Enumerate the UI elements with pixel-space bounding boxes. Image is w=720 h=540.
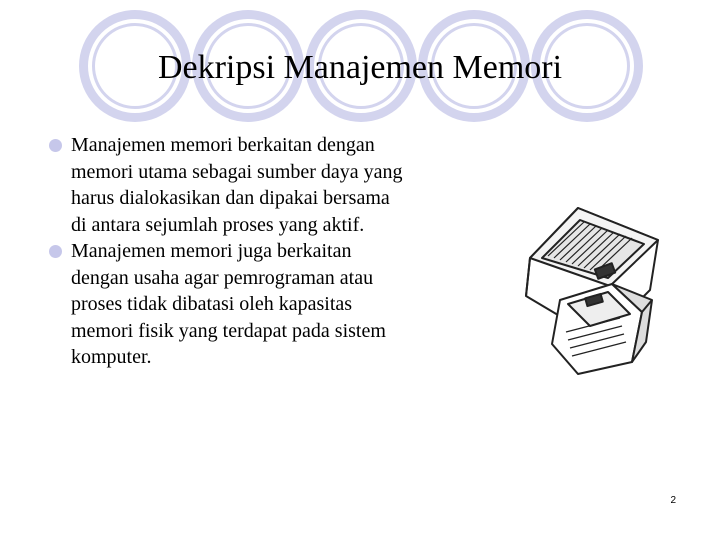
bullet-item bbox=[47, 238, 477, 371]
bullet-item bbox=[47, 132, 477, 238]
page-number: 2 bbox=[670, 495, 676, 506]
bullet-line: dengan usaha agar pemrograman atau bbox=[71, 266, 374, 289]
bullet-line: memori utama sebagai sumber daya yang bbox=[71, 160, 403, 183]
bullet-dot-icon bbox=[49, 139, 62, 152]
bullet-line: Manajemen memori juga berkaitan bbox=[71, 240, 352, 262]
bullet-line: proses tidak dibatasi oleh kapasitas bbox=[71, 293, 353, 315]
floppy-disk-box-icon bbox=[520, 200, 670, 375]
bullet-line: di antara sejumlah proses yang aktif. bbox=[71, 213, 365, 236]
bullet-line: komputer. bbox=[71, 346, 152, 368]
bullet-dot-icon bbox=[49, 245, 62, 258]
bullet-list bbox=[47, 132, 477, 371]
slide-title: Dekripsi Manajemen Memori bbox=[157, 49, 563, 86]
bullet-line: Manajemen memori berkaitan dengan bbox=[71, 134, 375, 156]
bullet-line: memori fisik yang terdapat pada sistem bbox=[71, 319, 386, 342]
bullet-line: harus dialokasikan dan dipakai bersama bbox=[71, 187, 390, 209]
